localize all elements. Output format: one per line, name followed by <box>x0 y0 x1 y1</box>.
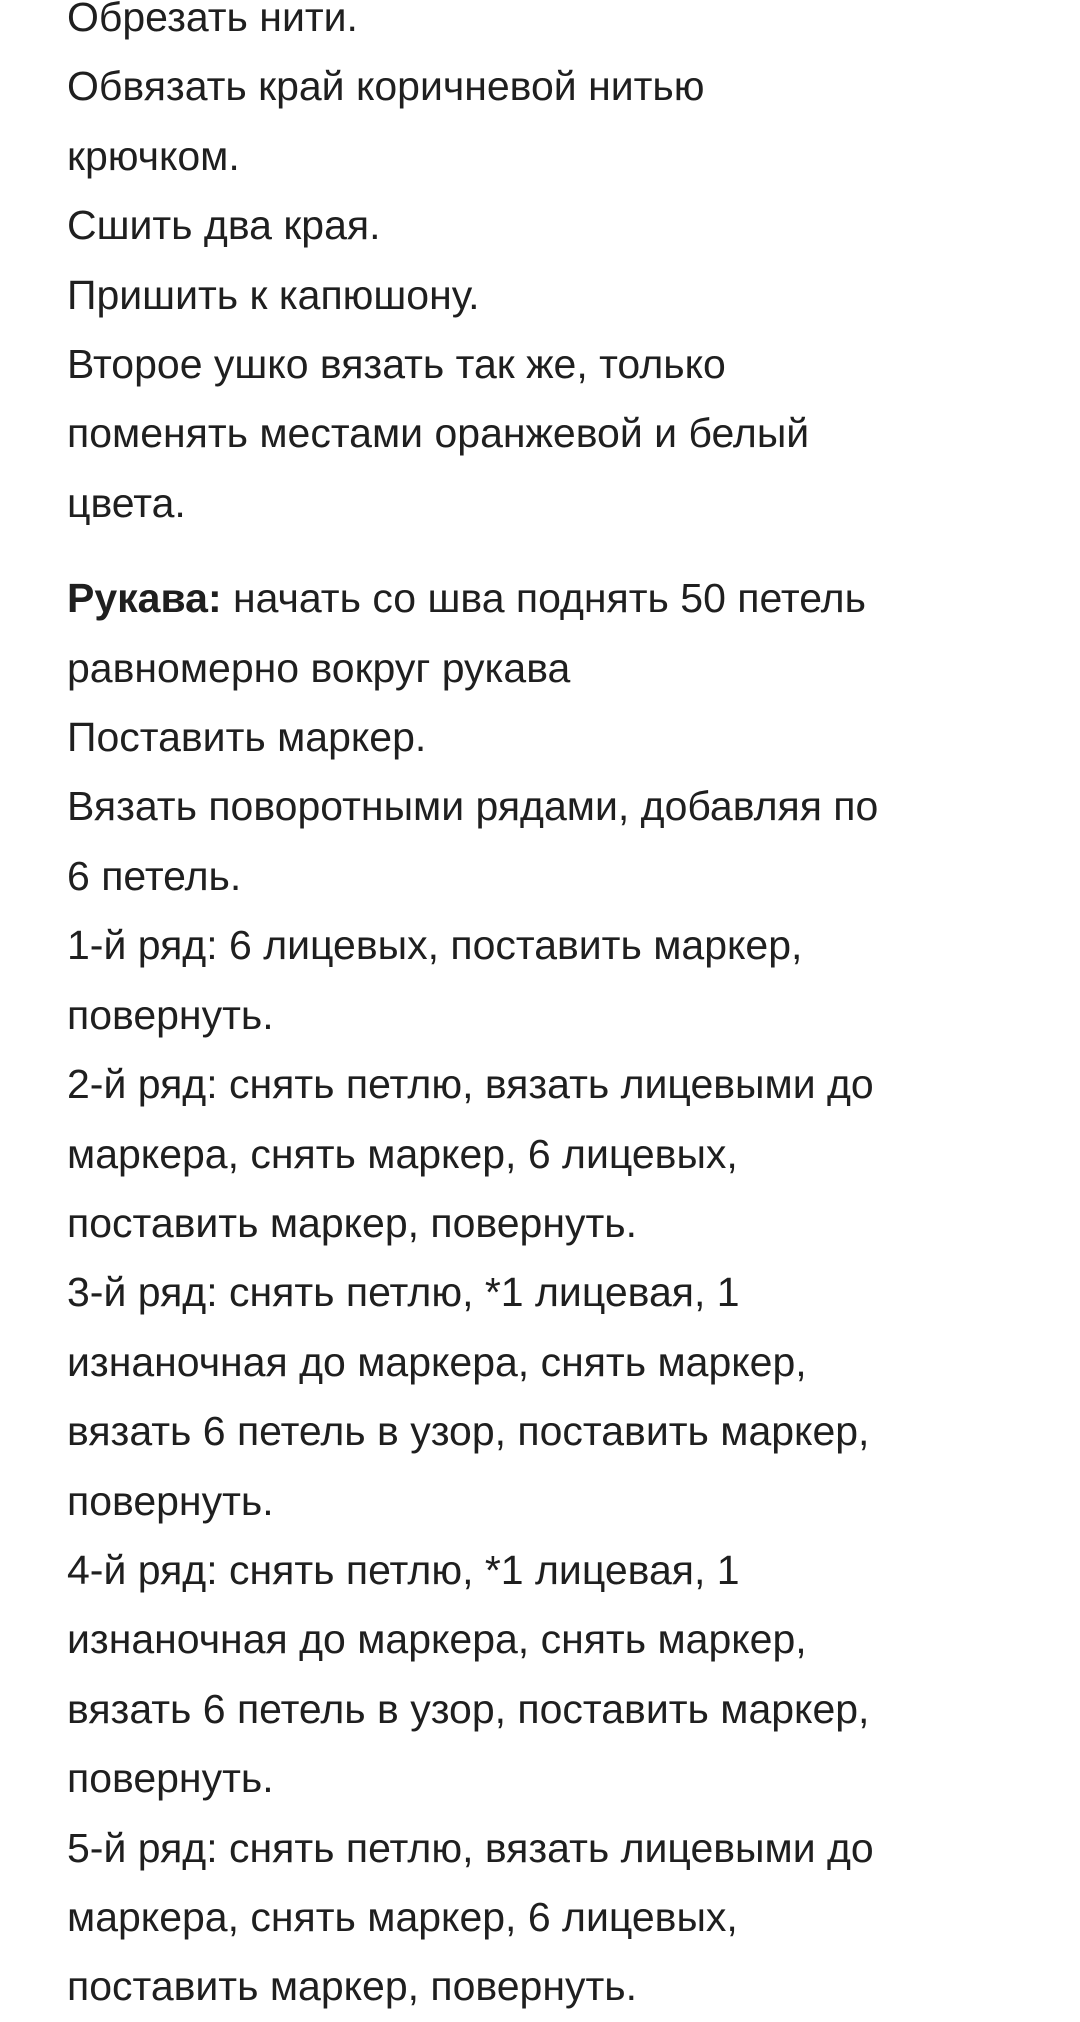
text-line: Пришить к капюшону. <box>67 271 480 318</box>
text-line: маркера, снять маркер, 6 лицевых, <box>67 1893 738 1940</box>
text-line: Сшить два края. <box>67 202 381 249</box>
text-line: 5-й ряд: снять петлю, вязать лицевыми до <box>67 1824 874 1871</box>
sleeves-intro-text: начать со шва поднять 50 петель <box>221 575 866 622</box>
sleeves-heading: Рукава: <box>67 575 222 622</box>
text-line: 4-й ряд: снять петлю, *1 лицевая, 1 <box>67 1546 740 1593</box>
text-line: цвета. <box>67 479 186 526</box>
text-line: 1-й ряд: 6 лицевых, поставить маркер, <box>67 922 803 969</box>
sleeves-intro-line <box>67 564 1040 633</box>
text-line: 2-й ряд: снять петлю, вязать лицевыми до <box>67 1061 874 1108</box>
text-line: вязать 6 петель в узор, поставить маркер, <box>67 1685 870 1732</box>
text-line: вязать 6 петель в узор, поставить маркер, <box>67 1408 870 1455</box>
text-line: 3-й ряд: снять петлю, *1 лицевая, 1 <box>67 1269 740 1316</box>
text-line: Второе ушко вязать так же, только <box>67 341 726 388</box>
text-line: Обвязать край коричневой нитью <box>67 63 705 110</box>
text-line: поставить маркер, повернуть. <box>67 1199 638 1246</box>
paragraph-sleeves <box>67 564 1040 2022</box>
text-line: повернуть. <box>67 1755 274 1802</box>
text-line: повернуть. <box>67 1477 274 1524</box>
text-line: поставить маркер, повернуть. <box>67 1963 638 2010</box>
text-line: крючком. <box>67 132 240 179</box>
text-line: равномерно вокруг рукава <box>67 644 571 691</box>
document-body <box>67 0 1040 2022</box>
text-line: 6 петель. <box>67 852 242 899</box>
text-line: повернуть. <box>67 991 274 1038</box>
text-line: Вязать поворотными рядами, добавляя по <box>67 783 879 830</box>
text-line: Поставить маркер. <box>67 714 427 761</box>
text-line: маркера, снять маркер, 6 лицевых, <box>67 1130 738 1177</box>
text-line: Обрезать нити. <box>67 0 358 40</box>
text-line: изнаночная до маркера, снять маркер, <box>67 1338 807 1385</box>
paragraph-finishing <box>67 0 1040 538</box>
text-line: поменять местами оранжевой и белый <box>67 410 810 457</box>
text-line: изнаночная до маркера, снять маркер, <box>67 1616 807 1663</box>
